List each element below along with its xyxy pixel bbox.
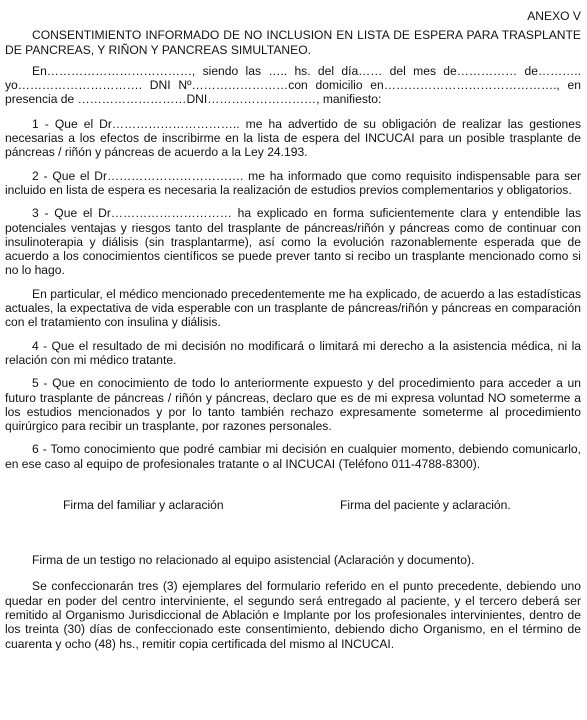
family-signature-label: Firma del familiar y aclaración: [63, 498, 224, 513]
final-note: Se confeccionarán tres (3) ejemplares del formulario referido en el punto precedente, debiendo uno quedar en poder del centro interviniente, el segundo será entregado al paciente, y el tercero deberá ser remitido al Organismo Jurisdiccional de Ablación e Implante por los profesionales intervinientes, dentro de los treinta (30) días de confeccionado este consentimiento, debiendo dicho Organismo, en el término de cuarenta y ocho (48) hs., remitir copia certificada del mismo al INCUCAI.: [5, 579, 581, 651]
document-title: CONSENTIMIENTO INFORMADO DE NO INCLUSION EN LISTA DE ESPERA PARA TRASPLANTE DE PANCREAS, Y RIÑON Y PANCREAS SIMULTANEO.: [5, 28, 581, 57]
patient-signature-label: Firma del paciente y aclaración.: [340, 498, 511, 513]
signature-block: [5, 498, 581, 518]
clause-5: 5 - Que en conocimiento de todo lo anteriormente expuesto y del procedimiento para acceder a un futuro trasplante de páncreas / riñón y páncreas, declaro que es de mi expresa voluntad NO someterme a los estudios mencionados y por lo tanto también rechazo expresamente someterme al procedimiento quirúrgico para recibir un trasplante, por razones personales.: [5, 376, 581, 434]
clause-3: 3 - Que el Dr………………………… ha explicado en forma suficientemente clara y entendible las potenciales ventajas y riesgos tanto del trasplante de páncreas/riñón y páncreas como de continuar con insulinoterapia y diálisis (sin trasplantarme), así como la evolución razonablemente esperada que de acuerdo a los conocimientos científicos se puede prever tanto si recibo un trasplante mencionado como si no lo hago.: [5, 206, 581, 278]
clause-6: 6 - Tomo conocimiento que podré cambiar mi decisión en cualquier momento, debiendo comunicarlo, en ese caso al equipo de profesionales tratante o al INCUCAI (Teléfono 011-4788-8300).: [5, 442, 581, 471]
clause-3-detail: En particular, el médico mencionado precedentemente me ha explicado, de acuerdo a las estadísticas actuales, la expectativa de vida esperable con un trasplante de páncreas/riñón y páncreas en comparación con el tratamiento con insulina y diálisis.: [5, 286, 581, 330]
consent-document: [5, 9, 581, 651]
clause-4: 4 - Que el resultado de mi decisión no modificará o limitará mi derecho a la asistencia médica, ni la relación con mi médico tratante.: [5, 338, 581, 367]
clause-1: 1 - Que el Dr………………………….. me ha advertido de su obligación de realizar las gestiones necesarias a los efectos de inscribirme en la lista de espera del INCUCAI para un posible trasplante de páncreas / riñón y páncreas de acuerdo a la Ley 24.193.: [5, 116, 581, 160]
witness-signature-label: Firma de un testigo no relacionado al equipo asistencial (Aclaración y documento).: [32, 553, 475, 568]
annex-label: ANEXO V: [527, 9, 581, 23]
intro-paragraph: En………………………………, siendo las ….. hs. del día…… del mes de…………… de……….. yo…………………………. DNI Nº……………………con domicilio en……………………………………., en presencia de ………………………DNI………………………, manifiesto:: [5, 63, 581, 107]
clause-2: 2 - Que el Dr……………………………. me ha informado que como requisito indispensable para ser incluido en lista de espera es necesaria la realización de estudios previos complementarios y obligatorios.: [5, 168, 581, 197]
